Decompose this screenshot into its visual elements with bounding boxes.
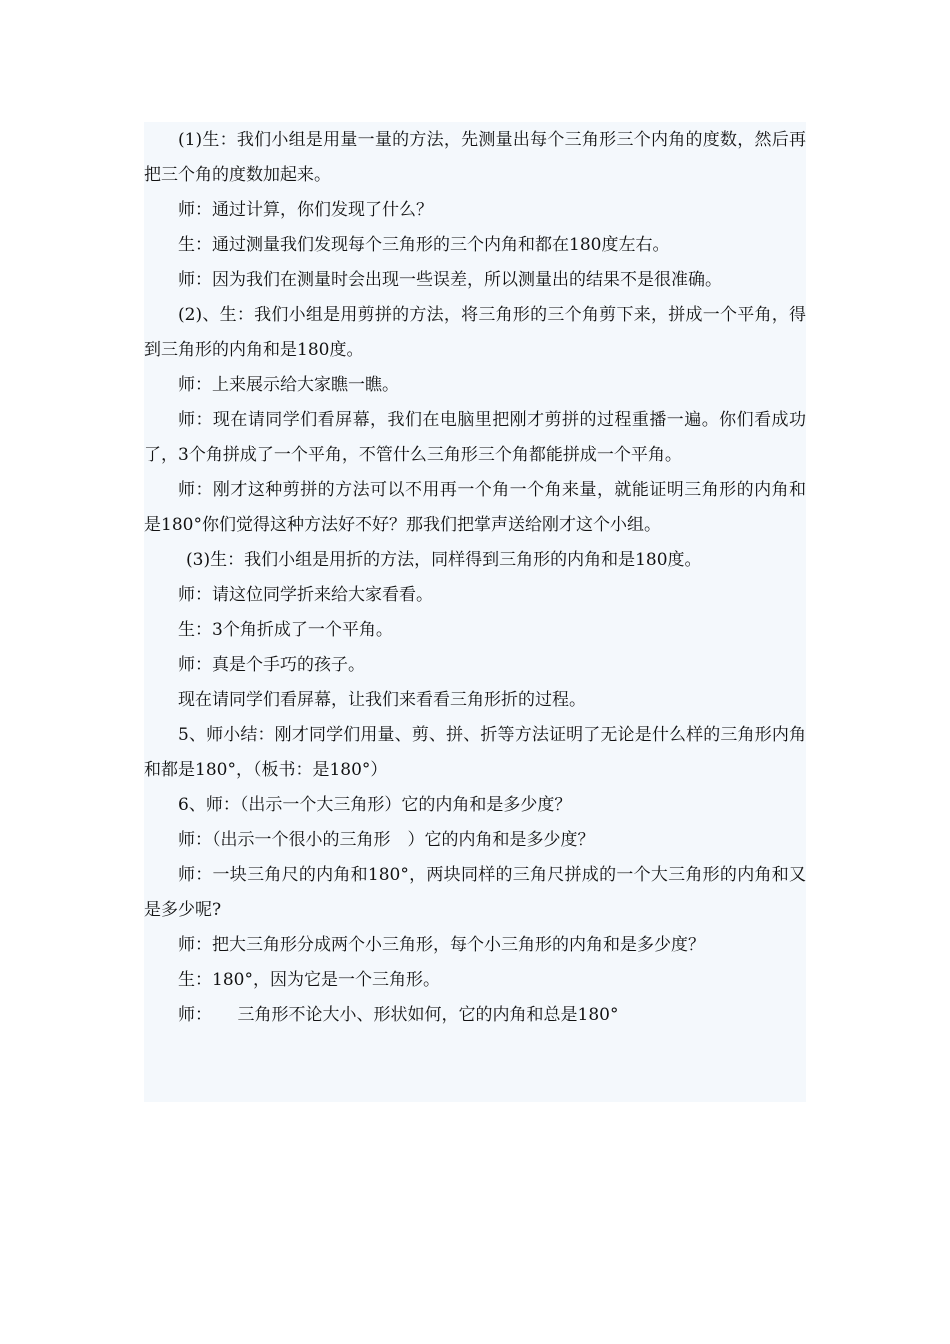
paragraph-5: (2)、生：我们小组是用剪拼的方法，将三角形的三个角剪下来，拼成一个平角，得到三角形的内角和是180度。	[144, 305, 806, 360]
paragraph-18: 师：把大三角形分成两个小三角形，每个小三角形的内角和是多少度？	[178, 935, 705, 955]
paragraph-13: 现在请同学们看屏幕，让我们来看看三角形折的过程。	[178, 690, 586, 710]
paragraph-14: 5、师小结：刚才同学们用量、剪、拼、折等方法证明了无论是什么样的三角形内角和都是180°，（板书：是180°）	[144, 725, 806, 780]
paragraph-2: 师：通过计算，你们发现了什么？	[178, 200, 433, 220]
paragraph-9: (3)生：我们小组是用折的方法，同样得到三角形的内角和是180度。	[186, 550, 702, 570]
paragraph-6: 师：上来展示给大家瞧一瞧。	[178, 375, 399, 395]
paragraph-17: 师：一块三角尺的内角和180°，两块同样的三角尺拼成的一个大三角形的内角和又是多少呢?	[144, 865, 806, 920]
paragraph-15: 6、师：（出示一个大三角形）它的内角和是多少度？	[178, 795, 572, 815]
paragraph-12: 师：真是个手巧的孩子。	[178, 655, 365, 675]
paragraph-7: 师：现在请同学们看屏幕，我们在电脑里把刚才剪拼的过程重播一遍。你们看成功了，3个角拼成了一个平角，不管什么三角形三个角都能拼成一个平角。	[144, 410, 806, 465]
paragraph-1: (1)生：我们小组是用量一量的方法，先测量出每个三角形三个内角的度数，然后再把三个角的度数加起来。	[144, 130, 806, 185]
paragraph-16: 师：（出示一个很小的三角形 ）它的内角和是多少度？	[178, 830, 595, 850]
paragraph-8: 师：刚才这种剪拼的方法可以不用再一个角一个角来量，就能证明三角形的内角和是180°你们觉得这种方法好不好？那我们把掌声送给刚才这个小组。	[144, 480, 806, 535]
paragraph-4: 师：因为我们在测量时会出现一些误差，所以测量出的结果不是很准确。	[178, 270, 722, 290]
paragraph-11: 生：3个角折成了一个平角。	[178, 620, 393, 640]
paragraph-10: 师：请这位同学折来给大家看看。	[178, 585, 433, 605]
paragraph-3: 生：通过测量我们发现每个三角形的三个内角和都在180度左右。	[178, 235, 670, 255]
paragraph-19: 生：180°，因为它是一个三角形。	[178, 970, 440, 990]
text-block	[144, 122, 806, 1102]
paragraph-20: 师： 三角形不论大小、形状如何，它的内角和总是180°	[178, 1005, 619, 1025]
